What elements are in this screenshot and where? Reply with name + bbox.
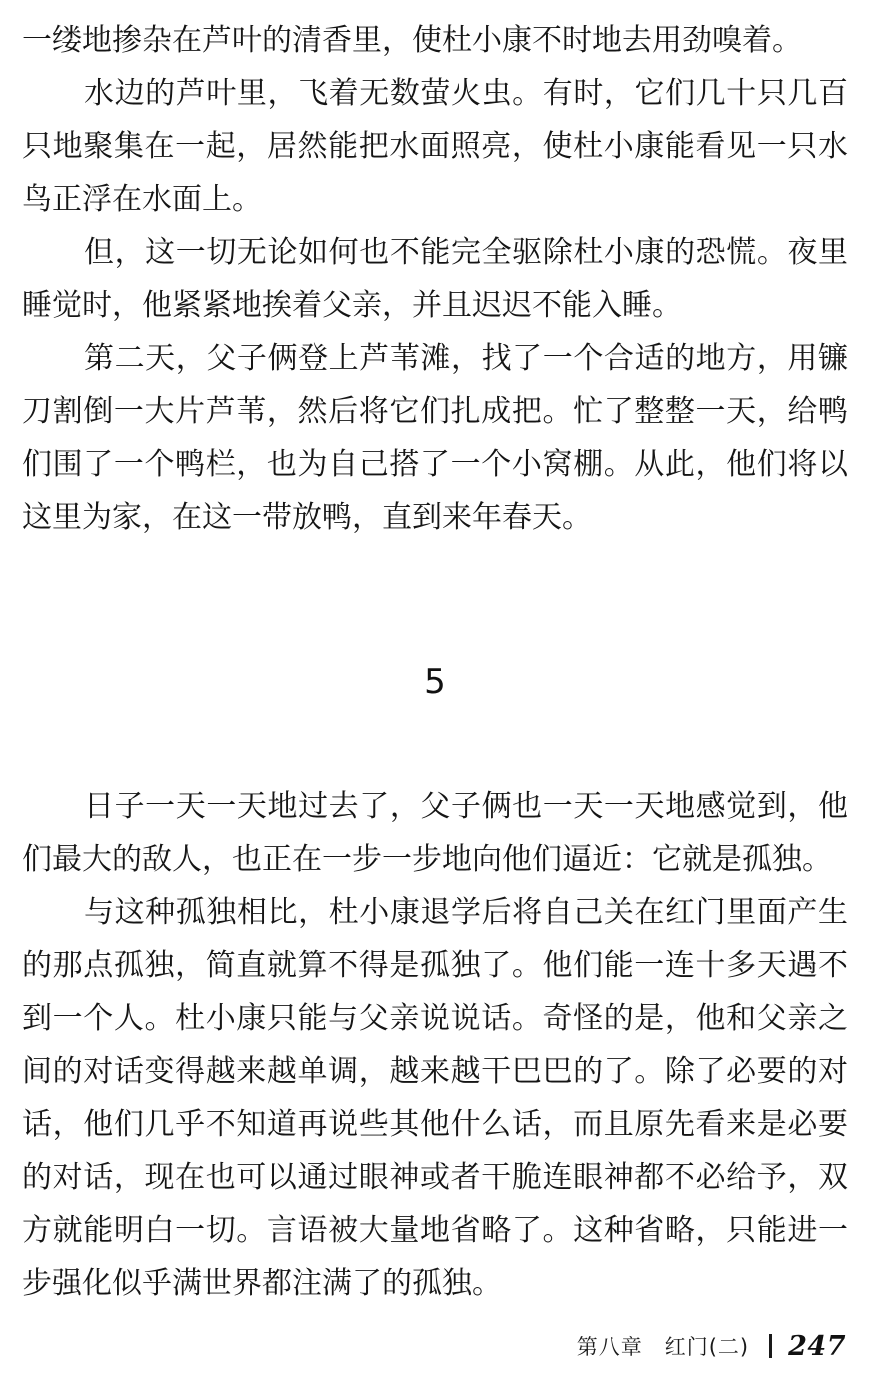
footer-divider-icon xyxy=(769,1334,772,1358)
paragraph-continuation: 一缕地掺杂在芦叶的清香里，使杜小康不时地去用劲嗅着。 xyxy=(22,23,802,58)
paragraph-fireflies: 水边的芦叶里，飞着无数萤火虫。有时，它们几十只几百只地聚集在一起，居然能把水面照亮，使杜小康能看见一只水鸟正浮在水面上。 xyxy=(22,76,848,217)
page-footer xyxy=(0,1323,872,1369)
page-text-column xyxy=(22,14,848,1310)
section-spacer-before xyxy=(22,544,848,662)
paragraph-loneliness: 与这种孤独相比，杜小康退学后将自己关在红门里面产生的那点孤独，简直就算不得是孤独了。他们能一连十多天遇不到一个人。杜小康只能与父亲说说话。奇怪的是，他和父亲之间的对话变得越来越单调，越来越干巴巴的了。除了必要的对话，他们几乎不知道再说些其他什么话，而且原先看来是必要的对话，现在也可以通过眼神或者干脆连眼神都不必给予，双方就能明白一切。言语被大量地省略了。这种省略，只能进一步强化似乎满世界都注满了的孤独。 xyxy=(22,895,848,1301)
footer-chapter-title: 第八章 红门(二) xyxy=(576,1335,750,1359)
section-number: 5 xyxy=(424,662,446,702)
paragraph-second-day: 第二天，父子俩登上芦苇滩，找了一个合适的地方，用镰刀割倒一大片芦苇，然后将它们扎成把。忙了整整一天，给鸭们围了一个鸭栏，也为自己搭了一个小窝棚。从此，他们将以这里为家，在这一带放鸭，直到来年春天。 xyxy=(22,341,848,535)
paragraph-days-pass: 日子一天一天地过去了，父子俩也一天一天地感觉到，他们最大的敌人，也正在一步一步地向他们逼近：它就是孤独。 xyxy=(22,789,848,877)
section-spacer-after xyxy=(22,702,848,780)
page-number: 247 xyxy=(788,1330,846,1362)
paragraph-fear: 但，这一切无论如何也不能完全驱除杜小康的恐慌。夜里睡觉时，他紧紧地挨着父亲，并且迟迟不能入睡。 xyxy=(22,235,848,323)
